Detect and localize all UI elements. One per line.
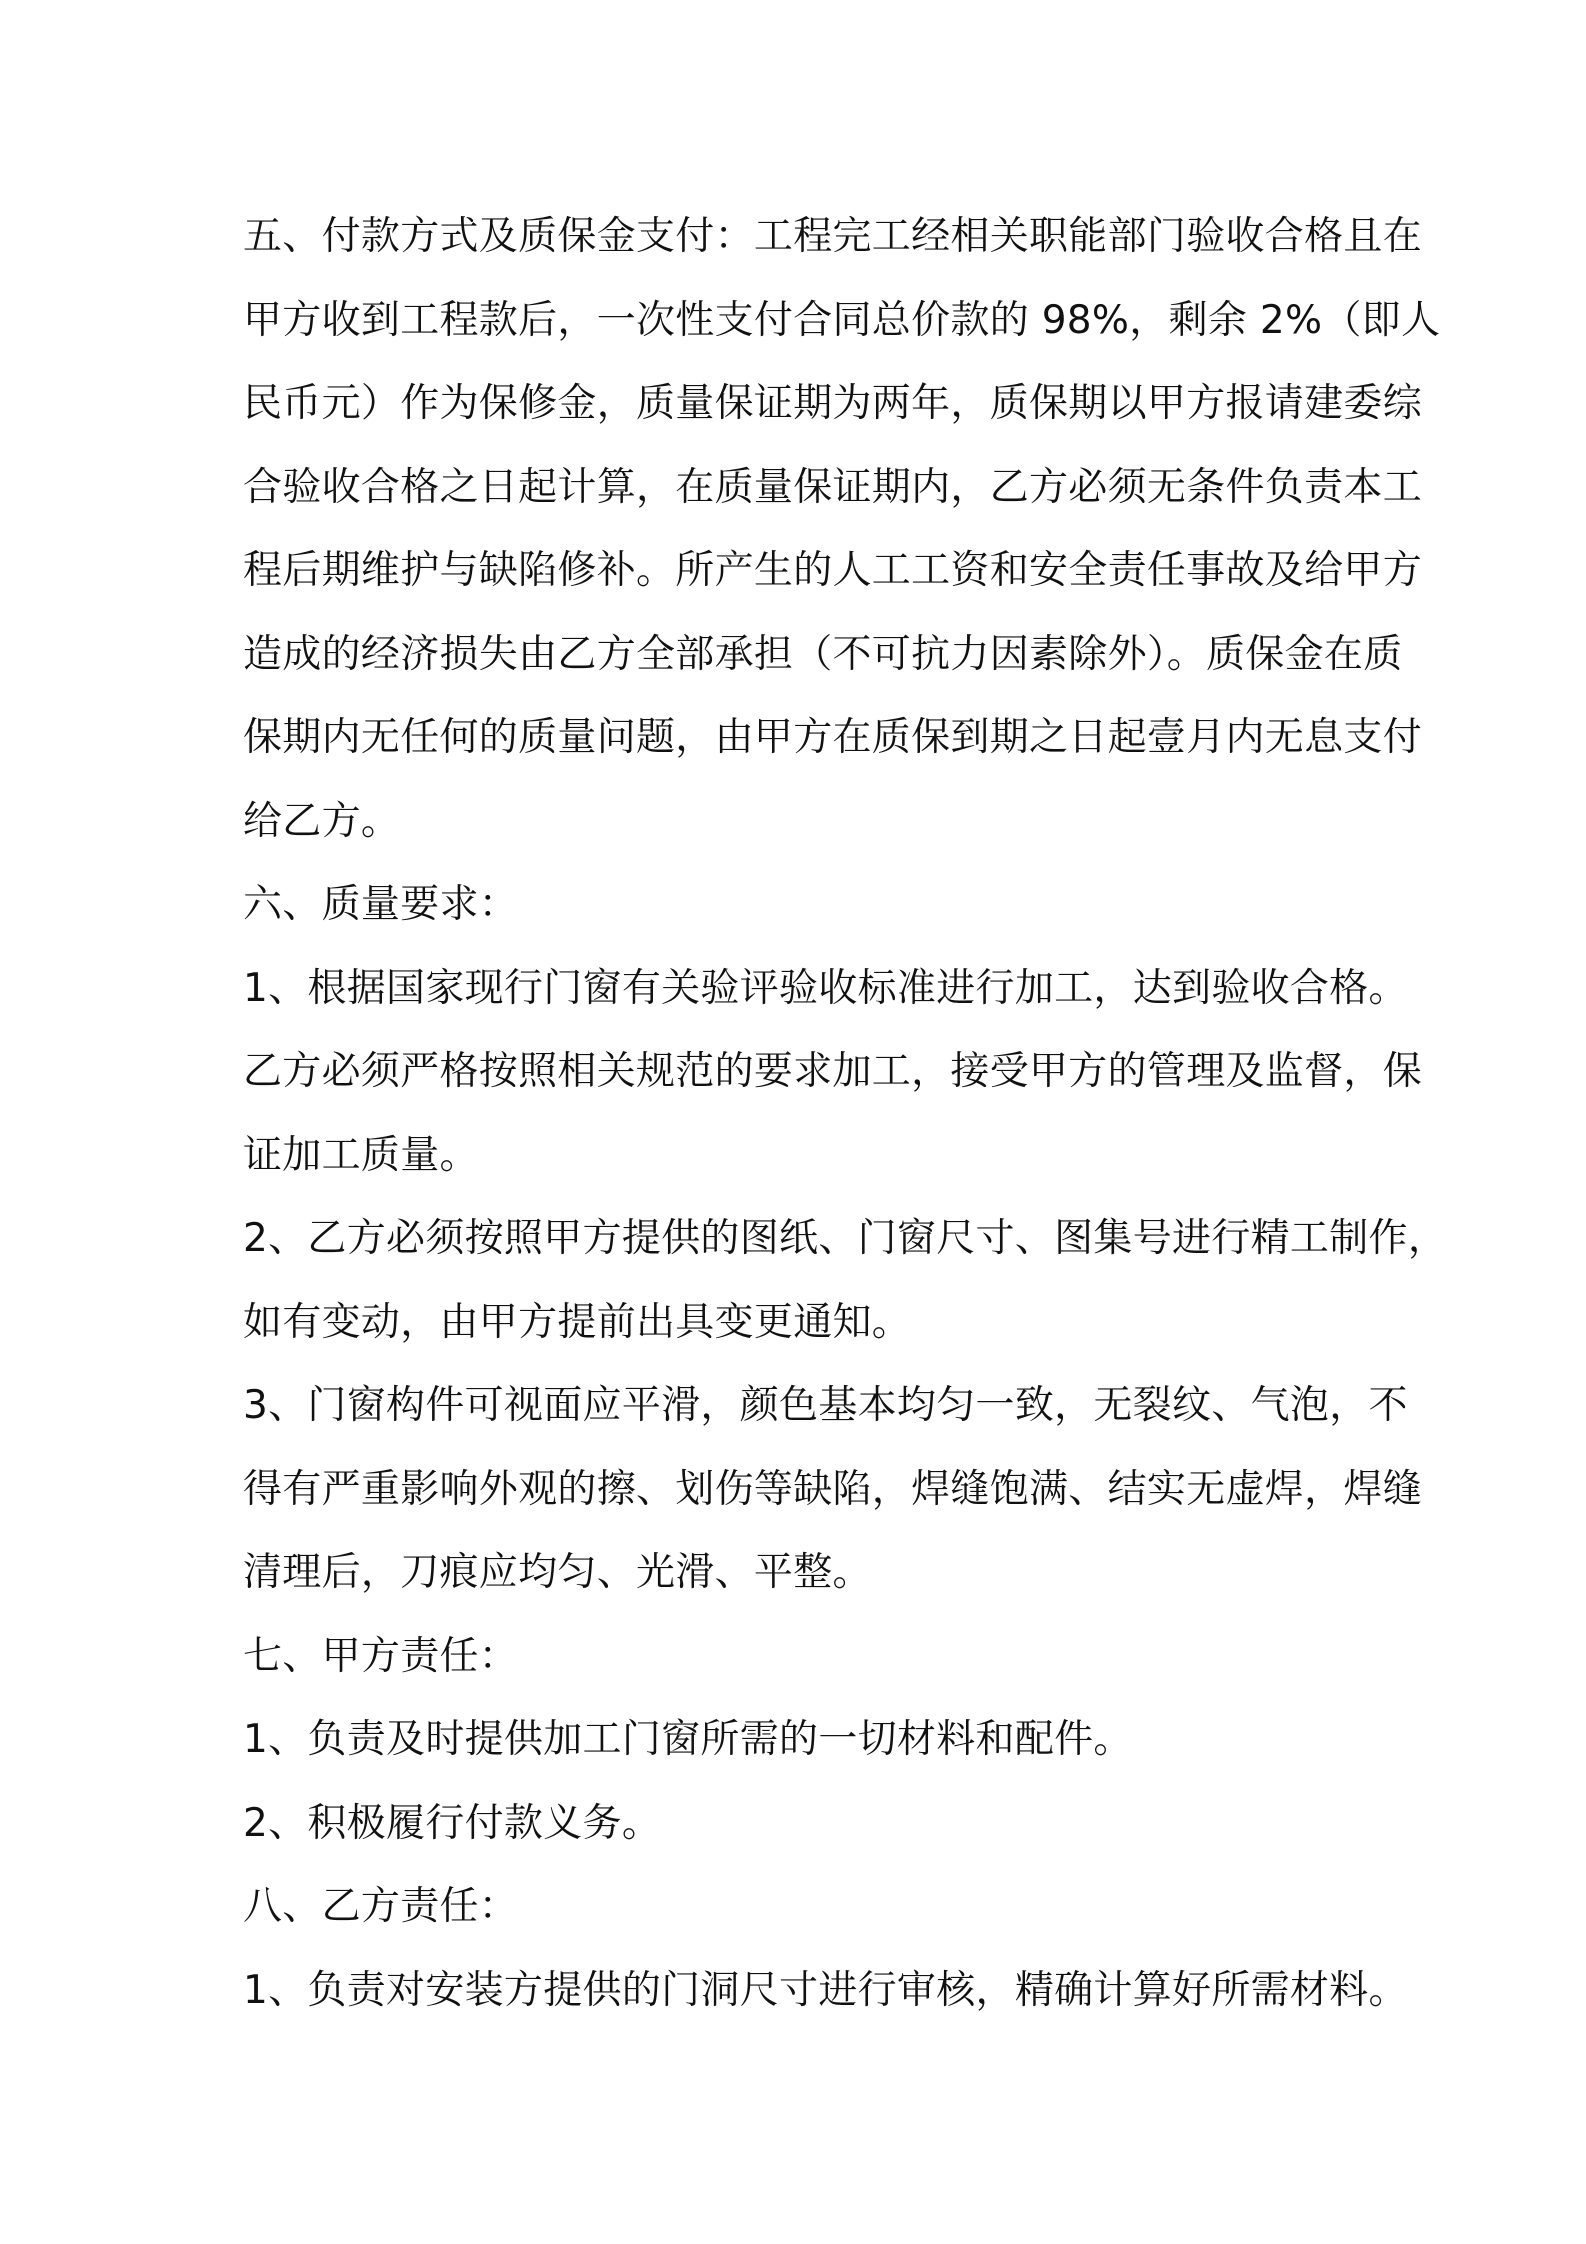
section-6-item-3-line-3: 清理后，刀痕应均匀、光滑、平整。: [243, 1550, 872, 1595]
section-6-item-1-line-2: 乙方必须严格按照相关规范的要求加工，接受甲方的管理及监督，保: [243, 1049, 1423, 1094]
section-5-payment-line-2: 甲方收到工程款后，一次性支付合同总价款的 98%，剩余 2%（即人: [243, 297, 1441, 343]
section-5-payment-line-7: 保期内无任何的质量问题，由甲方在质保到期之日起壹月内无息支付: [243, 715, 1423, 760]
section-5-payment-line-4: 合验收合格之日起计算，在质量保证期内，乙方必须无条件负责本工: [243, 464, 1423, 510]
section-8-heading: 八、乙方责任：: [243, 1884, 519, 1929]
section-5-payment-line-1: 五、付款方式及质保金支付：工程完工经相关职能部门验收合格且在: [243, 214, 1423, 259]
section-7-heading: 七、甲方责任：: [243, 1633, 519, 1679]
section-6-item-1-line-1: 1、根据国家现行门窗有关验评验收标准进行加工，达到验收合格。: [243, 965, 1408, 1011]
section-7-item-1: 1、负责及时提供加工门窗所需的一切材料和配件。: [243, 1717, 1133, 1762]
section-6-item-2-line-1: 2、乙方必须按照甲方提供的图纸、门窗尺寸、图集号进行精工制作，: [243, 1216, 1448, 1261]
section-5-payment-line-3: 民币元）作为保修金，质量保证期为两年，质保期以甲方报请建委综: [243, 381, 1423, 426]
section-8-item-1: 1、负责对安装方提供的门洞尺寸进行审核，精确计算好所需材料。: [243, 1967, 1408, 2013]
section-5-payment-line-5: 程后期维护与缺陷修补。所产生的人工工资和安全责任事故及给甲方: [243, 548, 1423, 593]
section-7-item-2: 2、积极履行付款义务。: [243, 1800, 662, 1846]
contract-body: [243, 195, 1448, 2032]
section-6-item-2-line-2: 如有变动，由甲方提前出具变更通知。: [243, 1299, 912, 1345]
section-6-item-3-line-1: 3、门窗构件可视面应平滑，颜色基本均匀一致，无裂纹、气泡，不: [243, 1383, 1408, 1428]
section-6-item-1-line-3: 证加工质量。: [243, 1132, 479, 1178]
section-5-payment-line-8: 给乙方。: [243, 798, 401, 844]
section-6-item-3-line-2: 得有严重影响外观的擦、划伤等缺陷，焊缝饱满、结实无虚焊，焊缝: [243, 1466, 1423, 1512]
section-5-payment-line-6: 造成的经济损失由乙方全部承担（不可抗力因素除外）。质保金在质: [243, 631, 1403, 677]
section-6-heading: 六、质量要求：: [243, 882, 519, 927]
